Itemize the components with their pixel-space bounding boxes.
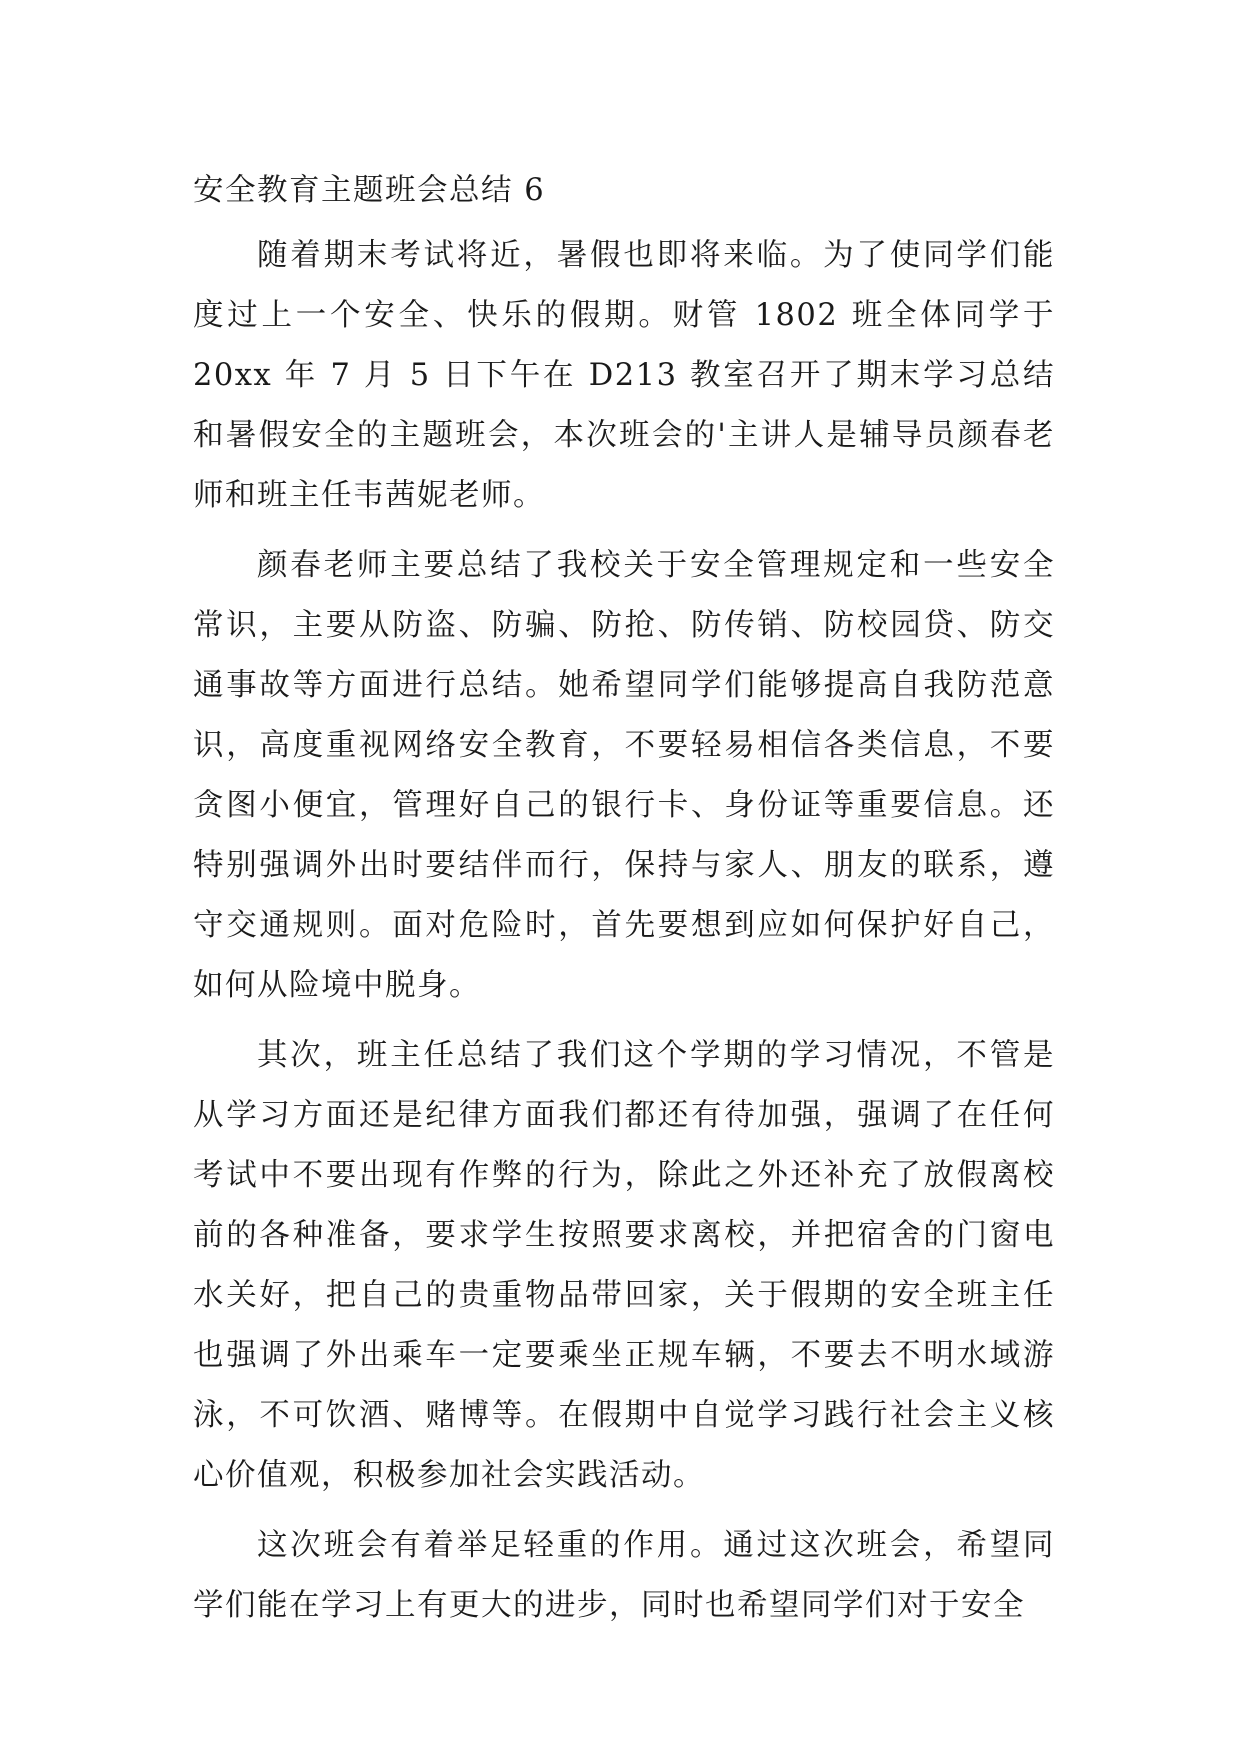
document-body [193, 162, 1055, 1646]
document-title: 安全教育主题班会总结 6 [193, 173, 546, 208]
paragraph-2: 颜春老师主要总结了我校关于安全管理规定和一些安全常识，主要从防盗、防骗、防抢、防传销、防校园贷、防交通事故等方面进行总结。她希望同学们能够提高自我防范意识，高度重视网络安全教育，不要轻易相信各类信息，不要贪图小便宜，管理好自己的银行卡、身份证等重要信息。还特别强调外出时要结伴而行，保持与家人、朋友的联系，遵守交通规则。面对危险时，首先要想到应如何保护好自己，如何从险境中脱身。 [193, 548, 1055, 1003]
paragraph-4: 这次班会有着举足轻重的作用。通过这次班会，希望同学们能在学习上有更大的进步，同时也希望同学们对于安全 [193, 1528, 1055, 1623]
paragraph-1: 随着期末考试将近，暑假也即将来临。为了使同学们能度过上一个安全、快乐的假期。财管 1802 班全体同学于 20xx 年 7 月 5 日下午在 D213 教室召开了期末学习总结和暑假安全的主题班会，本次班会的'主讲人是辅导员颜春老师和班主任韦茜妮老师。 [193, 238, 1055, 513]
paragraph-3: 其次，班主任总结了我们这个学期的学习情况，不管是从学习方面还是纪律方面我们都还有待加强，强调了在任何考试中不要出现有作弊的行为，除此之外还补充了放假离校前的各种准备，要求学生按照要求离校，并把宿舍的门窗电水关好，把自己的贵重物品带回家，关于假期的安全班主任也强调了外出乘车一定要乘坐正规车辆，不要去不明水域游泳，不可饮酒、赌博等。在假期中自觉学习践行社会主义核心价值观，积极参加社会实践活动。 [193, 1038, 1055, 1493]
